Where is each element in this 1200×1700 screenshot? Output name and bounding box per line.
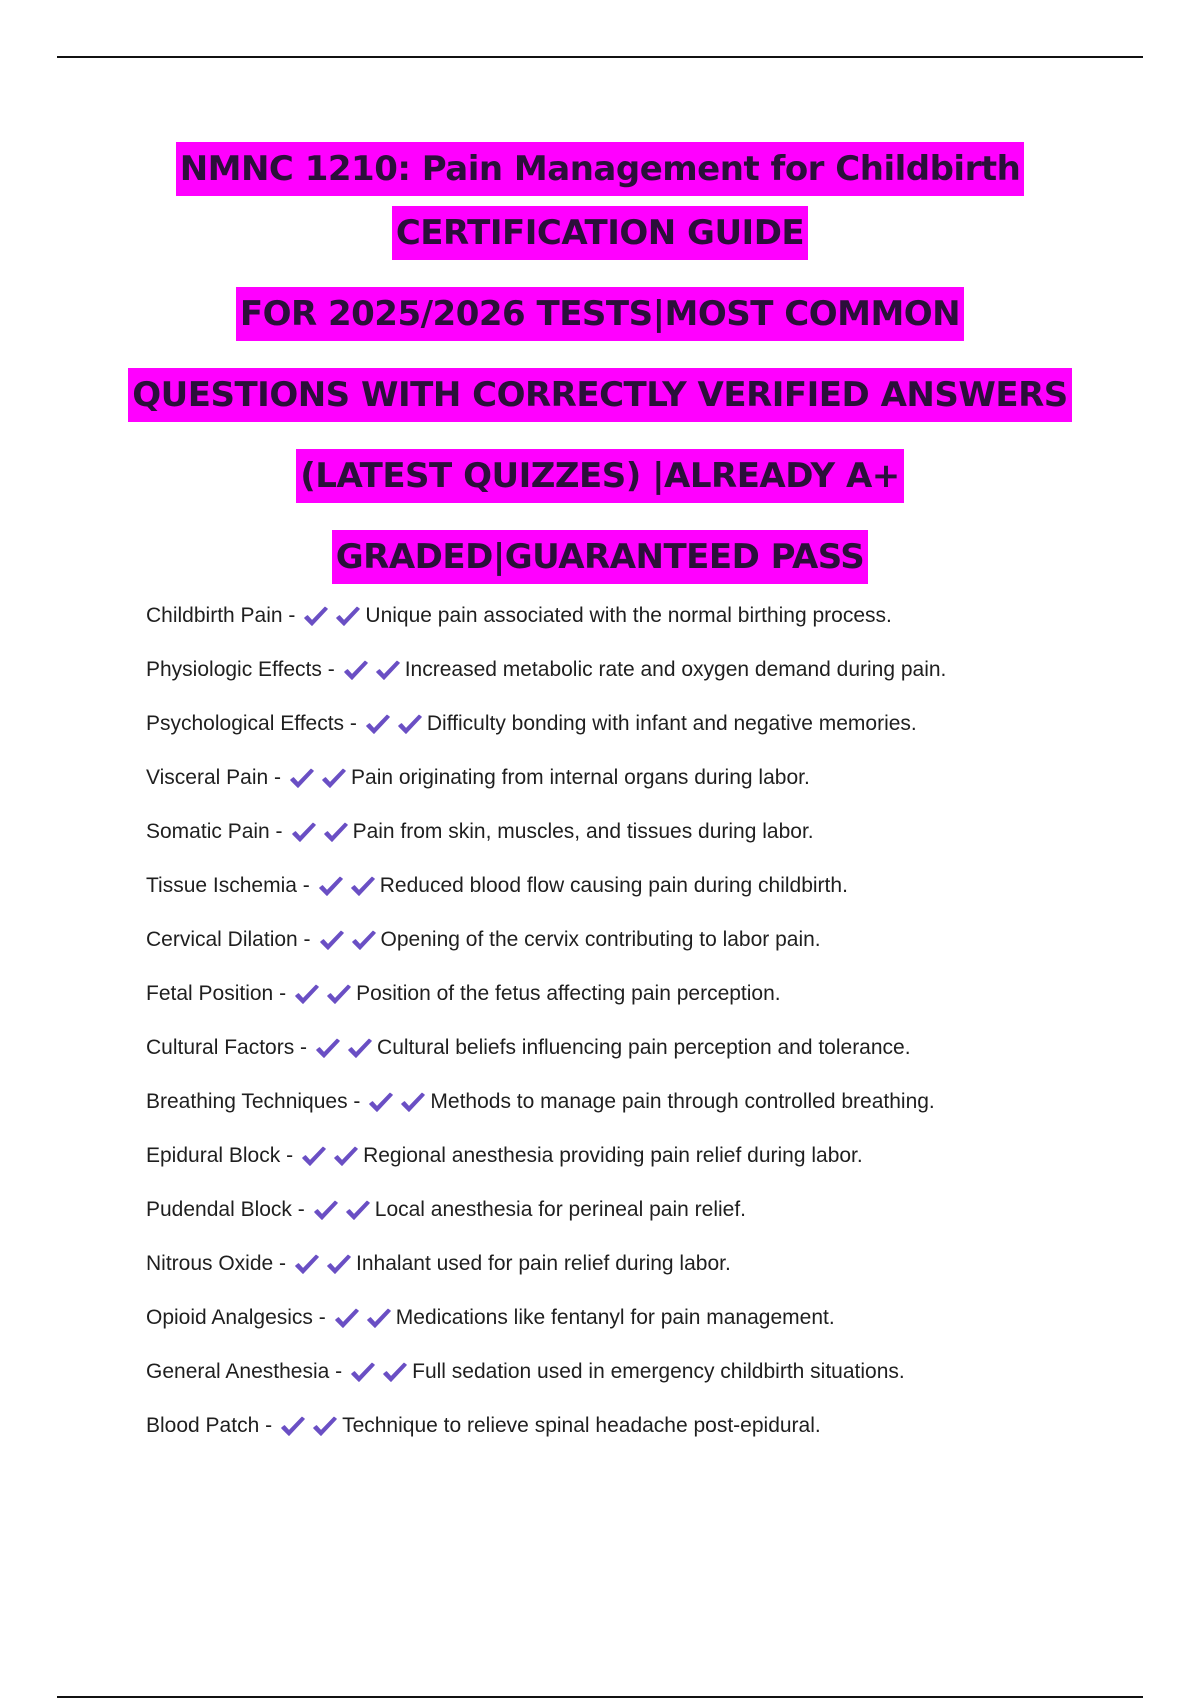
term-label: Opioid Analgesics - xyxy=(146,1306,326,1329)
verified-checkmarks xyxy=(291,822,349,844)
definition-text: Reduced blood flow causing pain during childbirth. xyxy=(379,874,848,897)
term-label: General Anesthesia - xyxy=(146,1360,343,1383)
term-label: Breathing Techniques - xyxy=(146,1090,361,1113)
checkmark-icon xyxy=(315,1038,341,1060)
checkmark-icon xyxy=(312,1416,338,1438)
verified-checkmarks xyxy=(301,1146,359,1168)
term-label: Childbirth Pain - xyxy=(146,604,296,627)
definition-text: Increased metabolic rate and oxygen demand during pain. xyxy=(404,658,947,681)
checkmark-icon xyxy=(318,876,344,898)
term-label: Psychological Effects - xyxy=(146,712,357,735)
checkmark-icon xyxy=(345,1200,371,1222)
definition-text: Cultural beliefs influencing pain perception and tolerance. xyxy=(377,1036,911,1059)
term-label: Somatic Pain - xyxy=(146,820,283,843)
checkmark-icon xyxy=(319,930,345,952)
checkmark-icon xyxy=(350,1362,376,1384)
checkmark-icon xyxy=(334,1308,360,1330)
term-label: Visceral Pain - xyxy=(146,766,282,789)
checkmark-icon xyxy=(280,1416,306,1438)
definition-text: Unique pain associated with the normal birthing process. xyxy=(365,604,892,627)
qa-item xyxy=(146,1144,1146,1198)
qa-list xyxy=(146,604,1146,1468)
verified-checkmarks xyxy=(313,1200,371,1222)
checkmark-icon xyxy=(350,876,376,898)
top-divider xyxy=(57,56,1143,58)
checkmark-icon xyxy=(321,768,347,790)
verified-checkmarks xyxy=(365,714,423,736)
qa-item xyxy=(146,874,1146,928)
qa-item xyxy=(146,1306,1146,1360)
definition-text: Position of the fetus affecting pain perception. xyxy=(356,982,781,1005)
title-line-2: CERTIFICATION GUIDE xyxy=(392,206,808,260)
qa-item xyxy=(146,928,1146,982)
definition-text: Methods to manage pain through controlled breathing. xyxy=(430,1090,935,1113)
verified-checkmarks xyxy=(350,1362,408,1384)
checkmark-icon xyxy=(397,714,423,736)
qa-item xyxy=(146,1036,1146,1090)
term-label: Cervical Dilation - xyxy=(146,928,311,951)
qa-item xyxy=(146,766,1146,820)
checkmark-icon xyxy=(323,822,349,844)
term-label: Physiologic Effects - xyxy=(146,658,335,681)
checkmark-icon xyxy=(289,768,315,790)
qa-item xyxy=(146,1360,1146,1414)
verified-checkmarks xyxy=(334,1308,392,1330)
term-label: Pudendal Block - xyxy=(146,1198,305,1221)
verified-checkmarks xyxy=(315,1038,373,1060)
checkmark-icon xyxy=(343,660,369,682)
verified-checkmarks xyxy=(368,1092,426,1114)
checkmark-icon xyxy=(291,822,317,844)
verified-checkmarks xyxy=(294,1254,352,1276)
checkmark-icon xyxy=(366,1308,392,1330)
checkmark-icon xyxy=(301,1146,327,1168)
title-line-6: GRADED|GUARANTEED PASS xyxy=(332,530,868,584)
checkmark-icon xyxy=(382,1362,408,1384)
definition-text: Pain from skin, muscles, and tissues during labor. xyxy=(352,820,814,843)
checkmark-icon xyxy=(400,1092,426,1114)
definition-text: Local anesthesia for perineal pain relief. xyxy=(374,1198,746,1221)
verified-checkmarks xyxy=(343,660,401,682)
verified-checkmarks xyxy=(319,930,377,952)
definition-text: Medications like fentanyl for pain management. xyxy=(395,1306,835,1329)
checkmark-icon xyxy=(313,1200,339,1222)
verified-checkmarks xyxy=(303,606,361,628)
checkmark-icon xyxy=(333,1146,359,1168)
qa-item xyxy=(146,658,1146,712)
checkmark-icon xyxy=(335,606,361,628)
term-label: Cultural Factors - xyxy=(146,1036,308,1059)
definition-text: Inhalant used for pain relief during labor. xyxy=(356,1252,731,1275)
qa-item xyxy=(146,1090,1146,1144)
definition-text: Pain originating from internal organs during labor. xyxy=(351,766,810,789)
term-label: Fetal Position - xyxy=(146,982,287,1005)
term-label: Nitrous Oxide - xyxy=(146,1252,287,1275)
checkmark-icon xyxy=(303,606,329,628)
qa-item xyxy=(146,1252,1146,1306)
qa-item xyxy=(146,982,1146,1036)
verified-checkmarks xyxy=(280,1416,338,1438)
verified-checkmarks xyxy=(289,768,347,790)
definition-text: Regional anesthesia providing pain relief during labor. xyxy=(363,1144,863,1167)
checkmark-icon xyxy=(365,714,391,736)
definition-text: Difficulty bonding with infant and negative memories. xyxy=(426,712,917,735)
title-line-5: (LATEST QUIZZES) |ALREADY A+ xyxy=(296,449,904,503)
term-label: Tissue Ischemia - xyxy=(146,874,310,897)
term-label: Blood Patch - xyxy=(146,1414,273,1437)
checkmark-icon xyxy=(294,984,320,1006)
checkmark-icon xyxy=(375,660,401,682)
qa-item xyxy=(146,1198,1146,1252)
definition-text: Opening of the cervix contributing to labor pain. xyxy=(380,928,821,951)
checkmark-icon xyxy=(351,930,377,952)
checkmark-icon xyxy=(347,1038,373,1060)
verified-checkmarks xyxy=(318,876,376,898)
term-label: Epidural Block - xyxy=(146,1144,294,1167)
definition-text: Full sedation used in emergency childbirth situations. xyxy=(412,1360,905,1383)
qa-item xyxy=(146,820,1146,874)
verified-checkmarks xyxy=(294,984,352,1006)
document-title xyxy=(0,142,1200,584)
qa-item xyxy=(146,604,1146,658)
qa-item xyxy=(146,712,1146,766)
bottom-divider xyxy=(57,1696,1143,1698)
checkmark-icon xyxy=(368,1092,394,1114)
title-line-1: NMNC 1210: Pain Management for Childbirth xyxy=(176,142,1025,196)
checkmark-icon xyxy=(326,1254,352,1276)
title-line-3: FOR 2025/2026 TESTS|MOST COMMON xyxy=(236,287,964,341)
definition-text: Technique to relieve spinal headache post-epidural. xyxy=(342,1414,821,1437)
checkmark-icon xyxy=(326,984,352,1006)
title-line-4: QUESTIONS WITH CORRECTLY VERIFIED ANSWERS xyxy=(128,368,1071,422)
checkmark-icon xyxy=(294,1254,320,1276)
qa-item xyxy=(146,1414,1146,1468)
